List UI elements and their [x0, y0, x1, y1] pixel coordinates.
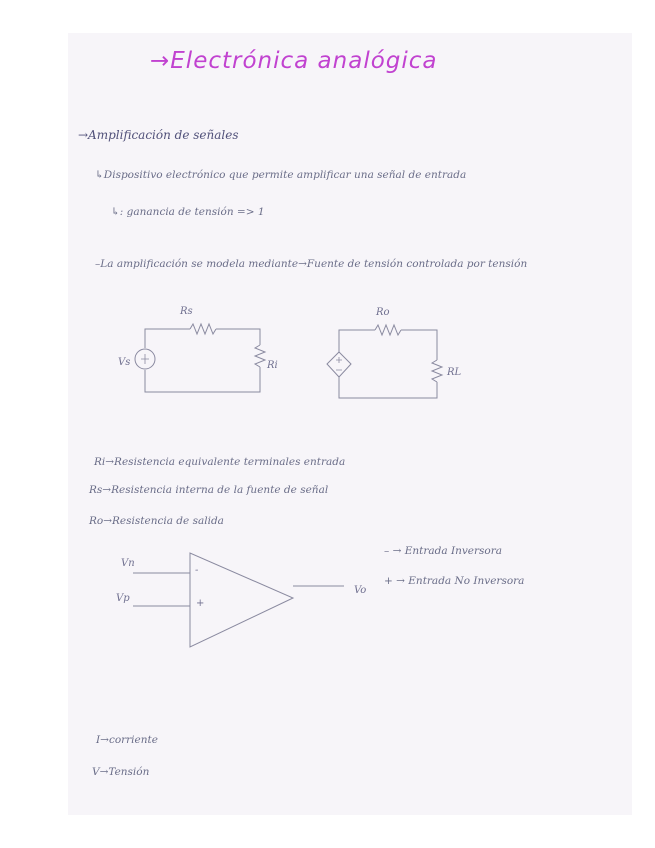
page-title: →Electrónica analógica	[150, 48, 438, 74]
label-vn: Vn	[121, 558, 135, 569]
resistor-rl	[432, 360, 442, 382]
ri-definition: Ri→Resistencia equivalente terminales entrada	[94, 456, 346, 468]
model-line: –La amplificación se modela mediante→Fuente de tensión controlada por tensión	[95, 258, 528, 270]
circuit-amplifier-input	[135, 324, 265, 392]
section-heading: →Amplificación de señales	[78, 128, 239, 142]
label-vp: Vp	[116, 593, 130, 604]
rs-definition: Rs→Resistencia interna de la fuente de señal	[89, 484, 329, 496]
resistor-ri	[255, 345, 265, 367]
opamp-plus-sign: +	[196, 598, 205, 609]
label-rl: RL	[447, 367, 462, 378]
opamp-symbol	[133, 553, 344, 647]
resistor-rs	[190, 324, 216, 334]
inverting-input-note: – → Entrada Inversora	[384, 545, 503, 557]
voltage-definition: V→Tensión	[92, 766, 150, 778]
gain-line: ↳: ganancia de tensión => 1	[111, 206, 265, 218]
label-rs: Rs	[180, 306, 193, 317]
label-ro: Ro	[376, 307, 390, 318]
dependent-source-diamond	[327, 352, 351, 377]
label-ri: Ri	[267, 360, 278, 371]
current-definition: I→corriente	[96, 734, 158, 746]
opamp-minus-sign: -	[195, 565, 199, 576]
label-vo: Vo	[354, 585, 367, 596]
noninverting-input-note: + → Entrada No Inversora	[384, 575, 525, 587]
label-vs: Vs	[118, 357, 131, 368]
resistor-ro	[375, 325, 401, 335]
ro-definition: Ro→Resistencia de salida	[89, 515, 224, 527]
definition-line: ↳Dispositivo electrónico que permite amplificar una señal de entrada	[95, 169, 467, 181]
circuit-amplifier-output	[327, 325, 442, 398]
